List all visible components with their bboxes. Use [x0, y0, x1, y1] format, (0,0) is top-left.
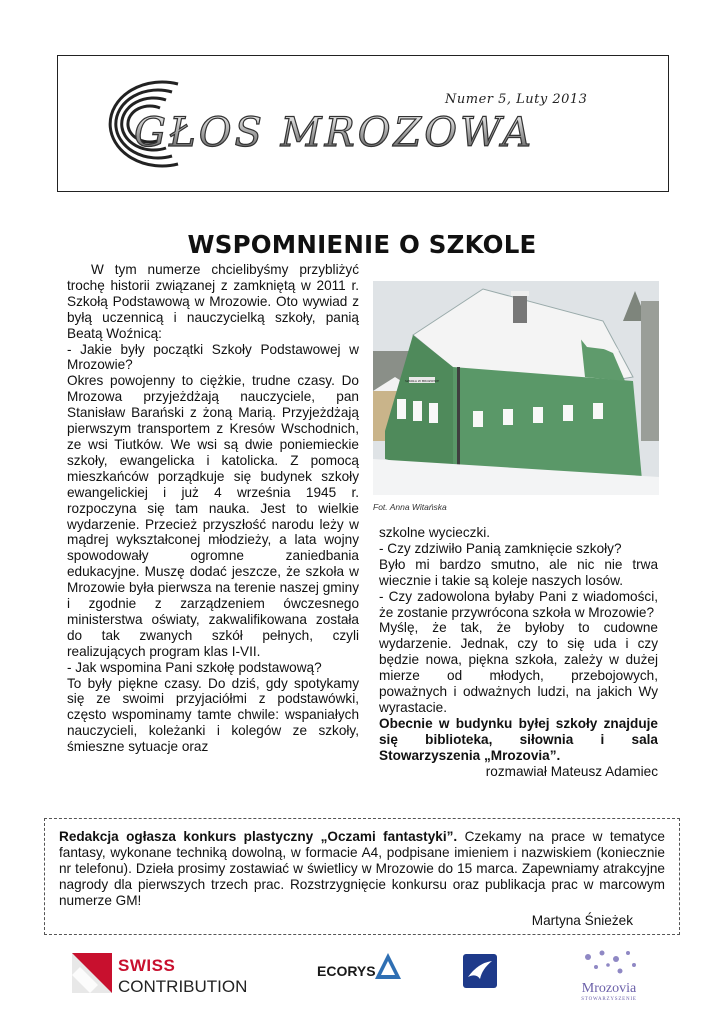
answer-1: Okres powojenny to ciężkie, trudne czasy. Do Mrozowa przyjeżdżają nauczyciele, pan Stanisław Barański z żoną Marią. Przyjeżdżają pierwszym transportem z Kresów Wschodnich, ze wsi Tiutków. We wsi są dwie poniemieckie szkoły, ewangelicka i katolicka. Z pomocą mieszkańców porządkuje się budynek szkoły ewangelickiej i już 4 września 1945 r. rozpoczyna się tam nauka. Jest to wielkie wydarzenie. Przecież przyszłość narodu leży w mądrej wykształconej młodzieży, a lata wojny spowodowały ogromne zaniedbania edukacyjne. Muszę dodać jeszcze, że szkoła w Mrozowie była pierwsza na terenie naszej gminy i zgodnie z zarządzeniem ówczesnego ministerstwa oświaty, zakwalifikowana została do tak zwanych szkół pełnych, czyli realizujących program klas I-VII.	[67, 373, 359, 659]
answer-2: To były piękne czasy. Do dziś, gdy spotykamy się ze swoimi przyjaciółmi z podstawówki, często wspominamy tamte chwile: wspaniałych nauczycieli, koleżanki i kolegów ze szkoły, śmieszne sytuacje oraz	[67, 675, 359, 755]
mrozovia-snowflakes-icon	[568, 947, 650, 981]
swiss-label: SWISS	[118, 956, 176, 975]
masthead	[57, 55, 669, 192]
mrozovia-label: Mrozovia	[581, 981, 637, 996]
article-headline: WSPOMNIENIE O SZKOLE	[187, 230, 537, 259]
bird-logo-icon	[462, 953, 498, 989]
notice-signature: Martyna Śnieżek	[531, 912, 633, 928]
contest-notice-body: Czekamy na prace w tematyce fantasy, wykonane techniką dowolną, w formacie A4, podpisane imieniem i nazwiskiem (koniecznie nr telefonu). Dzieła prosimy zostawiać w świetlicy w Mrozowie do 15 marca. Zapewniamy atrakcyjne nagrody dla pierwszych trzech prac. Rozstrzygnięcie konkursu oraz publikacja prac w marcowym numerze GM!	[59, 829, 665, 908]
school-photo	[373, 281, 659, 495]
contest-notice-text	[59, 829, 665, 909]
answer-2-continued: szkolne wycieczki.	[379, 525, 491, 540]
ecorys-triangle-icon	[375, 953, 401, 983]
answer-4: Myślę, że tak, że byłoby to cudowne wydarzenie. Jednak, czy to się uda i czy będzie nowa, piękna szkoła, zależy w dużej mierze od młodych, przebojowych, poważnych i odważnych ludzi, na jakich Wy wyrastacie.	[379, 620, 658, 715]
article-left-column	[67, 262, 359, 755]
masthead-logo-art	[58, 56, 670, 193]
question-4: - Czy zadowolona byłaby Pani z wiadomości, że zostanie przywrócona szkoła w Mrozowie?	[379, 588, 658, 620]
question-1: - Jakie były początki Szkoły Podstawowej w Mrozowie?	[67, 341, 359, 373]
masthead-title: GŁOS MROZOWA	[134, 110, 535, 156]
article-intro: W tym numerze chcielibyśmy przybliżyć trochę historii związanej z zamkniętą w 2011 r. Szkołą Podstawową w Mrozowie. Oto wywiad z byłą uczennicą i nauczycielką szkoły, panią Beatą Woźnicą:	[67, 262, 359, 341]
issue-number: Numer 5, Luty 2013	[445, 92, 588, 107]
photo-caption: Fot. Anna Witańska	[373, 502, 447, 512]
swiss-contribution-logo	[118, 955, 247, 997]
ecorys-logo: ECORYS	[317, 963, 376, 979]
closing-note	[379, 716, 658, 764]
contest-notice-box	[44, 818, 680, 935]
contest-notice-lead: Redakcja ogłasza konkurs plastyczny „Oczami fantastyki”.	[59, 829, 458, 844]
answer-3: Było mi bardzo smutno, ale nic nie trwa wiecznie i takie są koleje naszych losów.	[379, 556, 658, 588]
question-3: - Czy zdziwiło Panią zamknięcie szkoły?	[379, 540, 622, 556]
school-sign-text: SZKOŁA W MROZOWIE	[405, 379, 439, 383]
mrozovia-logo	[568, 981, 650, 1002]
question-2: - Jak wspomina Pani szkołę podstawową?	[67, 659, 322, 675]
mrozovia-sub-label: STOWARZYSZENIE	[581, 997, 637, 1002]
swiss-contribution-logo-icon	[72, 953, 112, 993]
closing-note-bold: Obecnie w budynku byłej szkoły znajduje się biblioteka, siłownia i sala Stowarzyszenia „Mrozovia”.	[379, 715, 658, 763]
contribution-label: CONTRIBUTION	[118, 977, 248, 996]
sponsor-logos	[0, 945, 724, 1015]
interviewer-signature: rozmawiał Mateusz Adamiec	[485, 763, 658, 779]
article-right-column	[379, 525, 658, 780]
